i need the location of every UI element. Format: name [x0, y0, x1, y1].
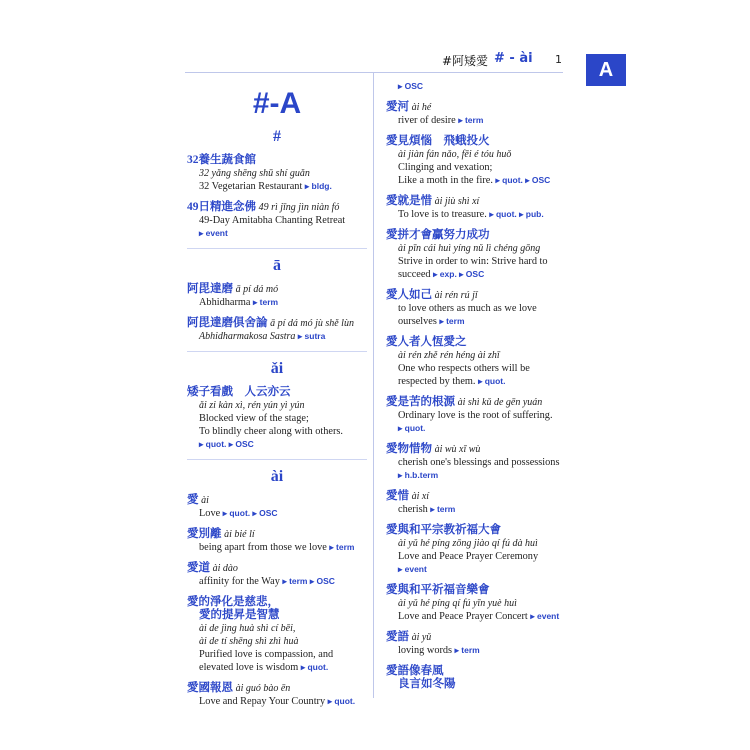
category-tag[interactable]: ▸ event — [530, 611, 560, 621]
entry-romanization: ā pí dá mó — [235, 284, 279, 295]
entry — [187, 596, 367, 674]
entry-headword: 愛語 — [386, 631, 409, 643]
category-tag[interactable]: ▸ term — [430, 504, 456, 514]
running-header — [390, 52, 565, 72]
entry-romanization: ài jiàn fán nǎo, fēi é tóu huǒ — [398, 149, 512, 160]
entry — [187, 201, 367, 240]
entry-headword: 愛與和平宗教祈福大會 — [386, 524, 501, 536]
entry — [386, 135, 572, 187]
entry-definition: 49-Day Amitabha Chanting Retreat — [199, 215, 346, 226]
category-tag[interactable]: ▸ quot. — [300, 662, 329, 672]
column-divider — [373, 73, 374, 698]
entry — [386, 195, 572, 221]
entry — [386, 443, 572, 482]
entry-headword: 愛河 — [386, 101, 409, 113]
entry — [386, 336, 572, 388]
section-divider — [187, 248, 367, 249]
category-tag[interactable]: ▸ term ▸ OSC — [282, 576, 335, 586]
entry-headword: 愛的淨化是慈悲， — [187, 596, 279, 608]
entry — [386, 101, 572, 127]
category-tag[interactable]: ▸ h.b.term — [398, 470, 439, 480]
entry-romanization: ài yǔ hé píng zōng jiào qí fú dà huì — [398, 538, 538, 549]
entry — [187, 682, 367, 708]
entry-headword: 愛拼才會贏努力成功 — [386, 229, 490, 241]
entry-headword: 良言如冬陽 — [398, 678, 456, 690]
entry-romanization: ài shì kǔ de gēn yuán — [457, 397, 543, 408]
page-number: 1 — [555, 53, 562, 66]
entry-headword: 愛與和平祈福音樂會 — [386, 584, 490, 596]
entry — [187, 528, 367, 554]
entry-headword: 愛惜 — [386, 490, 409, 502]
category-tag[interactable]: ▸ quot. ▸ OSC — [199, 439, 254, 449]
category-tag[interactable]: ▸ term — [454, 645, 480, 655]
entry-definition: cherish — [398, 504, 431, 515]
entry-definition: elevated love is wisdom — [199, 662, 301, 673]
entry-definition: Love — [199, 508, 223, 519]
category-tag[interactable]: ▸ quot. ▸ OSC — [495, 175, 551, 185]
entry — [386, 396, 572, 435]
entry-definition: Blocked view of the stage; — [199, 413, 309, 424]
entry-romanization: ài rén rú jǐ — [434, 290, 478, 301]
entry-romanization: ài xí — [411, 491, 430, 502]
entry-definition: Love and Peace Prayer Ceremony — [398, 551, 539, 562]
section-heading-a1: ā — [273, 257, 281, 274]
header-rule — [185, 72, 563, 73]
entry-romanization: ài pīn cái huì yíng nǔ lì chéng gōng — [398, 243, 541, 254]
entry-headword: 愛的提昇是智慧 — [199, 609, 280, 621]
entry-romanization: 32 yǎng shēng shū shí guǎn — [199, 168, 310, 179]
entry-definition: respected by them. — [398, 376, 479, 387]
section-heading-a4: ài — [270, 468, 284, 485]
category-tag[interactable]: ▸ term — [439, 316, 465, 326]
entry — [187, 562, 367, 588]
category-tag[interactable]: ▸ sutra — [297, 331, 326, 341]
entry-definition: succeed — [398, 269, 434, 280]
entry — [386, 584, 572, 623]
entry — [386, 289, 572, 328]
entry — [386, 665, 572, 691]
category-tag[interactable]: ▸ quot. — [327, 696, 356, 706]
right-column — [386, 80, 572, 699]
entry-headword: 32養生蔬食館 — [187, 154, 256, 166]
category-tag[interactable]: ▸ OSC — [398, 81, 424, 91]
entry-definition: loving words — [398, 645, 455, 656]
entry — [187, 154, 367, 193]
entry-definition: Like a moth in the fire. — [398, 175, 496, 186]
category-tag[interactable]: ▸ exp. ▸ OSC — [433, 269, 485, 279]
entry-definition: Abhidharmakosa Sastra — [199, 331, 298, 342]
entry-definition: Love and Repay Your Country — [199, 696, 328, 707]
entry-romanization: 49 rì jīng jìn niàn fó — [258, 202, 340, 213]
entry-headword: 阿毘達磨俱舍論 — [187, 317, 268, 329]
entry-headword: 愛國報恩 — [187, 682, 233, 694]
entry-definition: Purified love is compassion, and — [199, 649, 334, 660]
entry — [386, 229, 572, 281]
section-divider — [187, 351, 367, 352]
entry-romanization: ài — [201, 495, 209, 506]
entry-romanization: ài yǔ hé píng qí fú yīn yuè huì — [398, 598, 517, 609]
entry-definition: being apart from those we love — [199, 542, 330, 553]
entry — [187, 386, 367, 451]
entry-romanization: ài wù xī wù — [434, 444, 481, 455]
entry-headword: 愛物惜物 — [386, 443, 432, 455]
entry-definition: 32 Vegetarian Restaurant — [199, 181, 305, 192]
entry-headword: 愛人者人恆愛之 — [386, 336, 467, 348]
entry-definition: Ordinary love is the root of suffering. — [398, 410, 553, 421]
entry-romanization: ài dào — [212, 563, 238, 574]
category-tag[interactable]: ▸ bldg. — [304, 181, 332, 191]
entry-headword: 愛 — [187, 494, 199, 506]
entry-definition: One who respects others will be — [398, 363, 530, 374]
thumb-index-tab[interactable]: A — [586, 54, 626, 86]
entry — [187, 317, 367, 343]
category-tag[interactable]: ▸ term — [458, 115, 484, 125]
entry-headword: 愛別離 — [187, 528, 222, 540]
section-title: #-A — [252, 87, 302, 120]
entry-romanization: ài de tí shēng shì zhì huà — [199, 636, 299, 647]
entry-headword: 愛語像春風 — [386, 665, 444, 677]
entry-headword: 阿毘達磨 — [187, 283, 233, 295]
header-section: # - ài — [494, 51, 533, 66]
entry-romanization: ài bié lí — [224, 529, 255, 540]
entry-romanization: ài rén zhě rén héng ài zhī — [398, 350, 500, 361]
entry — [386, 490, 572, 516]
entry — [386, 631, 572, 657]
entry — [187, 283, 367, 309]
category-tag[interactable]: ▸ quot. — [478, 376, 506, 386]
entry-headword: 愛就是惜 — [386, 195, 432, 207]
entry-definition: to love others as much as we love — [398, 303, 537, 314]
section-divider — [187, 459, 367, 460]
entry-romanization: ài de jìng huà shì cí bēi, — [199, 623, 296, 634]
entry-definition: Clinging and vexation; — [398, 162, 493, 173]
entry-definition: To love is to treasure. — [398, 209, 490, 220]
category-tag[interactable]: ▸ quot. — [398, 423, 426, 433]
category-tag[interactable]: ▸ term — [329, 542, 355, 552]
entry — [187, 494, 367, 520]
entry-definition: Love and Peace Prayer Concert — [398, 611, 531, 622]
section-heading-a3: ǎi — [270, 360, 284, 377]
entry-romanization: ǎi zi kàn xì, rén yún yì yún — [199, 400, 305, 411]
section-heading-hash: # — [273, 128, 281, 145]
entry-headword: 愛是苦的根源 — [386, 396, 455, 408]
category-tag[interactable]: ▸ quot. ▸ OSC — [222, 508, 278, 518]
entry-romanization: ài jiù shì xí — [434, 196, 480, 207]
entry-romanization: ài guó bào ēn — [235, 683, 291, 694]
entry-romanization: ài hé — [411, 102, 432, 113]
entry-definition: To blindly cheer along with others. — [199, 426, 343, 437]
entry-definition: affinity for the Way — [199, 576, 283, 587]
entry-headword: 愛見煩惱 飛蛾投火 — [386, 135, 490, 147]
entry-continuation — [386, 80, 572, 93]
entry-romanization: ā pí dá mó jù shě lùn — [270, 318, 354, 329]
header-headword: #阿矮愛 — [442, 54, 489, 68]
category-tag[interactable]: ▸ term — [253, 297, 279, 307]
left-column — [187, 80, 367, 716]
entry-romanization: ài yǔ — [411, 632, 432, 643]
entry-definition: Strive in order to win: Strive hard to — [398, 256, 548, 267]
category-tag[interactable]: ▸ quot. ▸ pub. — [489, 209, 544, 219]
entry-headword: 愛人如己 — [386, 289, 432, 301]
entry-definition: river of desire — [398, 115, 459, 126]
entry-definition: Abhidharma — [199, 297, 254, 308]
category-tag[interactable]: ▸ event — [398, 564, 427, 574]
category-tag[interactable]: ▸ event — [199, 228, 228, 238]
entry-headword: 愛道 — [187, 562, 210, 574]
entry-definition: cherish one's blessings and possessions — [398, 457, 560, 468]
entry-headword: 49日精進念佛 — [187, 201, 256, 213]
entry-headword: 矮子看戲 人云亦云 — [187, 386, 291, 398]
entry — [386, 524, 572, 576]
entry-definition: ourselves — [398, 316, 440, 327]
